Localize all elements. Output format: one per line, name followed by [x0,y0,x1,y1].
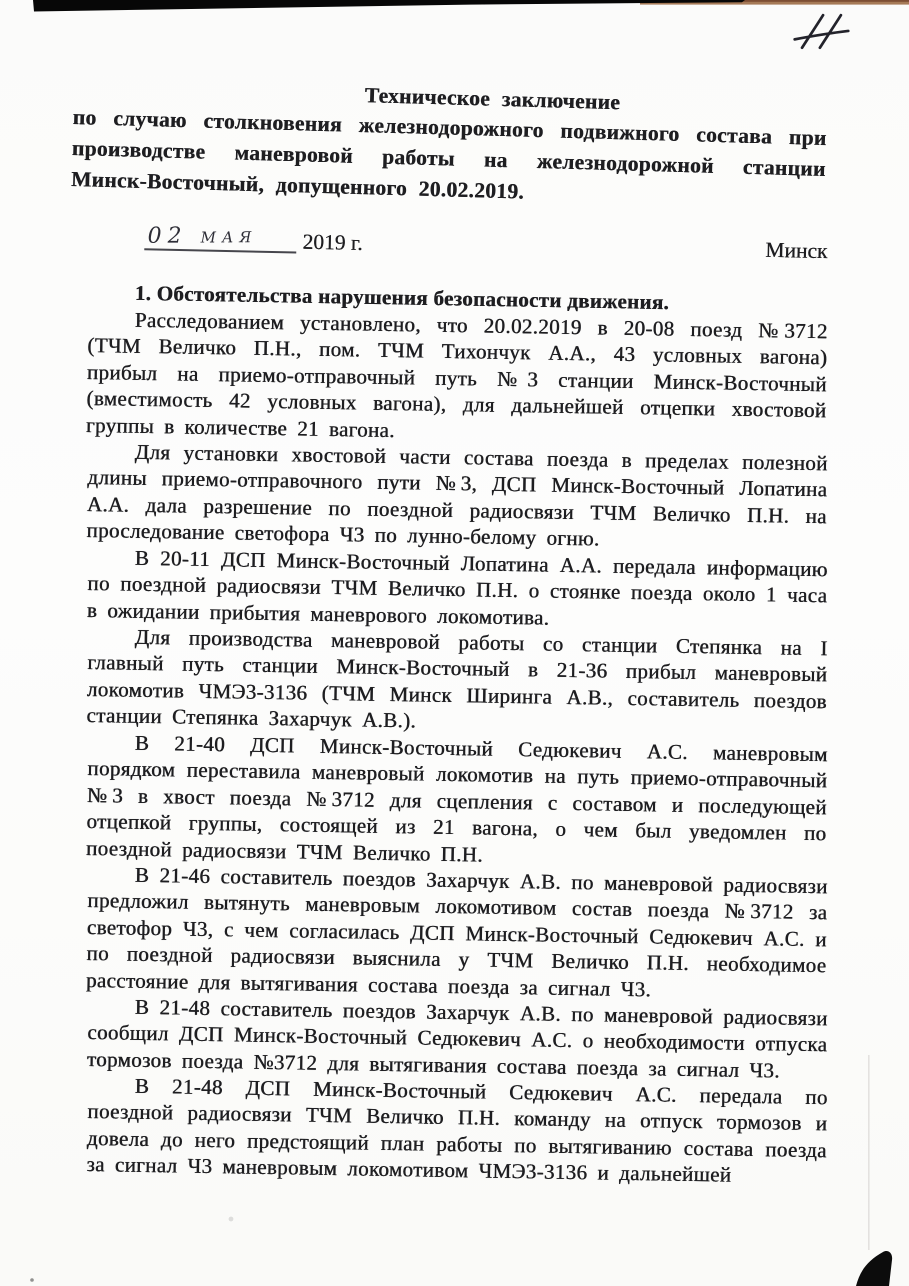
scan-edge-strip-shadow [640,0,909,2]
document-subtitle: по случаю столкновения железнодорожного подвижного состава при производстве маневровой работы на железнодорожной станции Минск-Восточный, допущенного 20.02.2019. [70,104,827,204]
date-line [87,216,828,268]
body-paragraphs [85,306,828,1187]
scan-corner-artifact [856,1251,892,1286]
paragraph: Для производства маневровой работы со станции Степянка на I главный путь станции Минск-Восточный в 21-36 прибыл маневровый локомотив ЧМЭ3-3136 (ТЧМ Минск Ширинга А.В., составитель поездов станции Степянка Захарчук А.В.). [86,624,828,733]
ink-speck [30,1278,34,1282]
title-block [71,72,828,216]
ink-speck [229,1217,234,1222]
section-heading: 1. Обстоятельства нарушения безопасности движения. [134,280,670,315]
paragraph: Для установки хвостовой части состава поезда в пределах полезной длины приемо-отправочного пути №3, ДСП Минск-Восточный Лопатина А.А. дала разрешение по поездной радиосвязи ТЧМ Величко П.Н. на проследование светофора Ч3 по лунно-белому огню. [86,439,828,551]
scan-top-bar-artifact [33,0,745,12]
date-underline [144,222,297,253]
paragraph: В 20-11 ДСП Минск-Восточный Лопатина А.А. передала информацию по поездной радиосвязи ТЧМ Величко П.Н. о стоянке поезда около 1 часа в ожидании прибытия маневрового локомотива. [86,545,828,630]
paragraph: Расследованием установлено, что 20.02.2019 в 20-08 поезд №3712 (ТЧМ Величко П.Н., пом. ТЧМ Тихончук А.А., 43 условных вагона) прибыл на приемо-отправочный путь №3 станции Минск-Восточный (вместимость 42 условных вагона), для дальнейшей отцепки хвостовой группы в количестве 21 вагона. [85,307,828,442]
paragraph: В 21-46 составитель поездов Захарчук А.В. по маневровой радиосвязи предложил вытянуть маневровым локомотивом состав поезда №3712 за светофор Ч3, с чем согласилась ДСП Минск-Восточный Седюкевич А.С. и по поездной радиосвязи выяснила у ТЧМ Величко П.Н. необходимое расстояние для вытягивания состава поезда за сигнал Ч3. [85,862,828,1001]
year-label: 2019 г. [302,229,363,255]
paragraph: В 21-48 составитель поездов Захарчук А.В. по маневровой радиосвязи сообщил ДСП Минск-Восточный Седюкевич А.С. о необходимости отпуска тормозов поезда №3712 для вытягивания состава поезда за сигнал Ч3. [86,994,828,1082]
text-column [70,72,828,1187]
handwritten-date: 02 мая [147,223,258,249]
handwritten-page-number [789,11,855,53]
paragraph: В 21-48 ДСП Минск-Восточный Седюкевич А.С. передала по поездной радиосвязи ТЧМ Величко П.Н. команду на отпуск тормозов и довела до него предстоящий план работы по вытягиванию состава поезда за сигнал Ч3 маневровым локомотивом ЧМЭ3-3136 и дальнейшей [86,1073,828,1187]
scan-edge-strip [640,0,909,5]
place-label: Минск [765,237,828,264]
page-edge-shadow [868,1055,870,1250]
document-title: Техническое заключение [364,83,621,115]
paragraph: В 21-40 ДСП Минск-Восточный Седюкевич А.С. маневровым порядком переставила маневровый локомотив на путь приемо-отправочный №3 в хвост поезда №3712 для сцепления с составом и последующей отцепкой группы, состоящей из 21 вагона, о чем был уведомлен по поездной радиосвязи ТЧМ Величко П.Н. [85,730,828,866]
